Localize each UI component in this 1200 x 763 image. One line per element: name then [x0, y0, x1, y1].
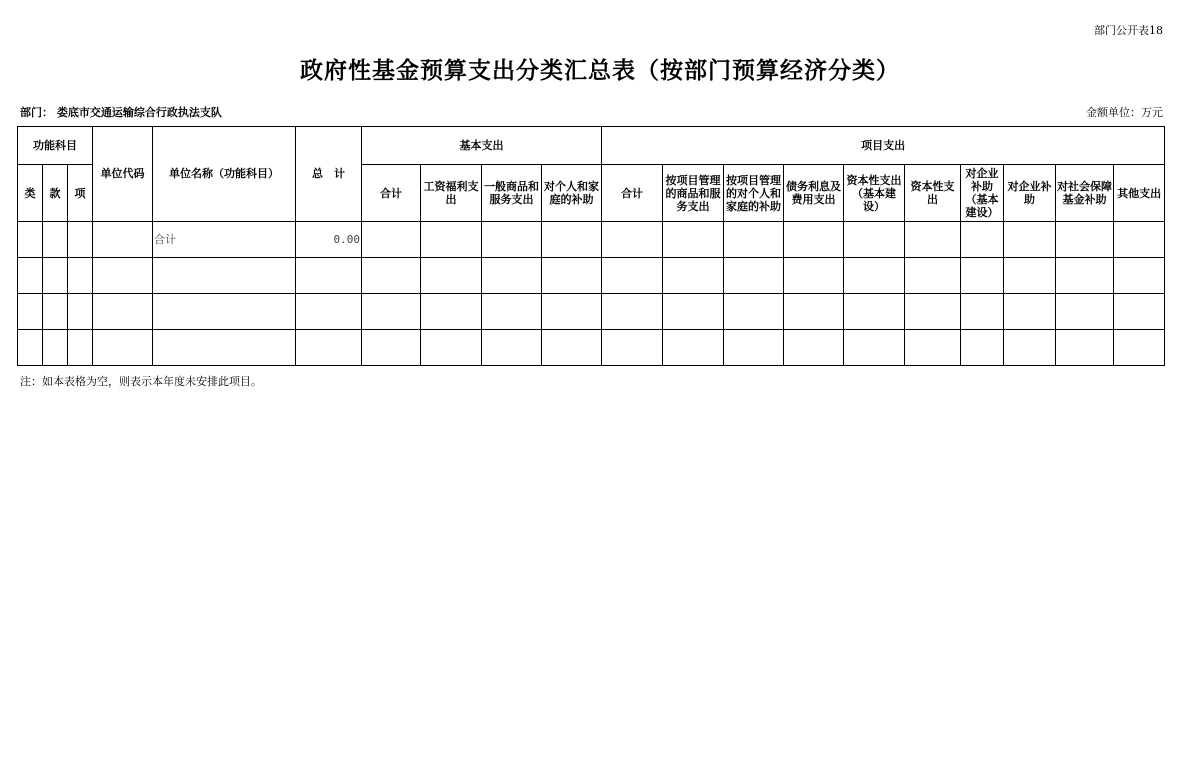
- footnote: 注：如本表格为空，则表示本年度未安排此项目。: [20, 375, 262, 388]
- row-total: [296, 294, 362, 330]
- header-func-subject: 功能科目: [18, 127, 93, 165]
- header-basic-goods-services: 一般商品和服务支出: [482, 165, 542, 222]
- header-basic-expenditure: 基本支出: [362, 127, 602, 165]
- row-total: 0.00: [296, 222, 362, 258]
- table-row: [18, 294, 1165, 330]
- header-project-enterprise-subsidy: 对企业补助: [1004, 165, 1056, 222]
- header-project-household-subsidy: 按项目管理的对个人和家庭的补助: [724, 165, 784, 222]
- row-name: [153, 330, 296, 366]
- row-total: [296, 258, 362, 294]
- header-project-total: 合计: [602, 165, 663, 222]
- header-total: 总 计: [296, 127, 362, 222]
- header-project-capital: 资本性支出: [905, 165, 961, 222]
- row-total: [296, 330, 362, 366]
- budget-table: [17, 126, 1165, 366]
- header-unit-code: 单位代码: [93, 127, 153, 222]
- header-project-enterprise-construction: 对企业补助（基本建设）: [961, 165, 1004, 222]
- table-row: [18, 222, 1165, 258]
- page-title: 政府性基金预算支出分类汇总表（按部门预算经济分类）: [300, 57, 900, 84]
- header-lei: 类: [18, 165, 43, 222]
- row-name: 合计: [153, 222, 296, 258]
- header-xiang: 项: [68, 165, 93, 222]
- header-project-goods-services: 按项目管理的商品和服务支出: [663, 165, 724, 222]
- form-number: 部门公开表18: [1094, 24, 1163, 37]
- header-project-social-security: 对社会保障基金补助: [1056, 165, 1114, 222]
- table-row: [18, 258, 1165, 294]
- row-name: [153, 258, 296, 294]
- header-basic-household-subsidy: 对个人和家庭的补助: [542, 165, 602, 222]
- department-label: 部门： 娄底市交通运输综合行政执法支队: [20, 106, 222, 119]
- row-name: [153, 294, 296, 330]
- header-basic-total: 合计: [362, 165, 421, 222]
- header-project-other: 其他支出: [1114, 165, 1165, 222]
- header-project-debt-interest: 债务利息及费用支出: [784, 165, 844, 222]
- header-basic-wages: 工资福利支出: [421, 165, 482, 222]
- table-row: [18, 330, 1165, 366]
- amount-unit-label: 金额单位：万元: [1086, 106, 1163, 119]
- header-kuan: 款: [43, 165, 68, 222]
- header-unit-name: 单位名称（功能科目）: [153, 127, 296, 222]
- header-project-capital-construction: 资本性支出（基本建设）: [844, 165, 905, 222]
- header-project-expenditure: 项目支出: [602, 127, 1165, 165]
